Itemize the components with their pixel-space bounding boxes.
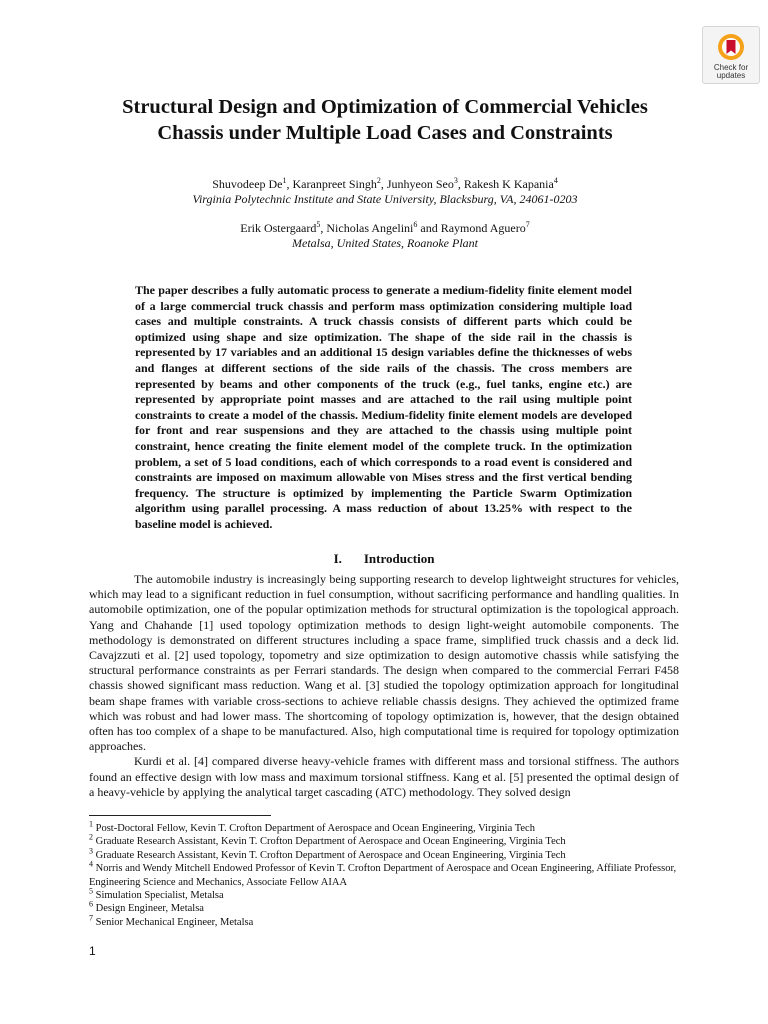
- page-number: 1: [89, 944, 96, 958]
- author-names-1: [100, 177, 670, 192]
- badge-label: [703, 64, 759, 80]
- author-name: Junhyeon Seo: [386, 177, 454, 191]
- author-affil-marker: 6: [413, 220, 418, 229]
- footnote-text: Senior Mechanical Engineer, Metalsa: [95, 916, 254, 928]
- paper-title-line2: Chassis under Multiple Load Cases and Constraints: [157, 122, 613, 144]
- badge-label-line2: updates: [716, 71, 746, 80]
- footnote: [89, 913, 689, 929]
- footnote-text: Graduate Research Assistant, Kevin T. Crofton Department of Aerospace and Ocean Engineering, Virginia Tech: [95, 849, 566, 861]
- footnote-divider: [89, 815, 271, 816]
- author-name: Raymond Aguero: [440, 221, 526, 235]
- footnote-text: Post-Doctoral Fellow, Kevin T. Crofton Department of Aerospace and Ocean Engineering, Virginia Tech: [95, 823, 535, 834]
- section-heading: [0, 551, 768, 567]
- badge-label-line1: Check for: [713, 63, 749, 72]
- author-affil-marker: 3: [453, 176, 458, 185]
- footnote-marker: 3: [89, 846, 93, 856]
- author-name: Karanpreet Singh: [292, 177, 377, 191]
- author-block-2: [100, 221, 670, 251]
- footnote: [89, 859, 689, 889]
- author-affil-marker: 1: [282, 176, 287, 185]
- footnote-marker: 5: [89, 886, 93, 896]
- paragraph: Kurdi et al. [4] compared diverse heavy-vehicle frames with different mass and torsional stiffness. The authors found an effective design with low mass and maximum torsional stiffness. Kang et al. [5] presented the optimal design of a heavy-vehicle by applying the analytical target cascading (ATC) methodology. They solved design: [89, 754, 679, 799]
- footnote-marker: 2: [89, 832, 93, 842]
- footnote-text: Graduate Research Assistant, Kevin T. Crofton Department of Aerospace and Ocean Engineering, Virginia Tech: [95, 836, 566, 848]
- footnote-marker: 6: [89, 899, 93, 909]
- author-name: Erik Ostergaard: [240, 221, 317, 235]
- section-number: I.: [333, 551, 342, 566]
- affiliation-2: Metalsa, United States, Roanoke Plant: [292, 236, 478, 250]
- author-name: Rakesh K Kapania: [463, 177, 554, 191]
- author-affil-marker: 2: [376, 176, 381, 185]
- author-name: Nicholas Angelini: [326, 221, 414, 235]
- footnote-text: Norris and Wendy Mitchell Endowed Professor of Kevin T. Crofton Department of Aerospace and Ocean Engineering, Affiliate Professor, Engineering Science and Mechanics, Associate Fellow AIAA: [89, 863, 677, 888]
- paper-title: [60, 94, 710, 146]
- footnote-marker: 7: [89, 913, 93, 923]
- footnote-marker: 1: [89, 819, 93, 829]
- author-separator: ,: [380, 177, 387, 191]
- affiliation-1: Virginia Polytechnic Institute and State University, Blacksburg, VA, 24061-0203: [192, 192, 578, 206]
- paper-title-line1: Structural Design and Optimization of Commercial Vehicles: [122, 96, 648, 118]
- footnote: [89, 819, 689, 835]
- author-affil-marker: 4: [553, 176, 558, 185]
- footnotes: [89, 819, 689, 929]
- author-separator: ,: [320, 221, 327, 235]
- author-separator: ,: [286, 177, 293, 191]
- footnote-text: Simulation Specialist, Metalsa: [95, 890, 224, 902]
- abstract: The paper describes a fully automatic process to generate a medium-fidelity finite element model of a large commercial truck chassis and perform mass optimization considering multiple load cases and multiple constraints. A truck chassis consists of different parts which could be optimized using shape and size optimization. The shape of the side rail in the chassis is represented by 17 variables and an additional 15 design variables define the thicknesses of webs and flanges at different sections of the side rails of the chassis. The cross members are represented by beams and other components of the truck (e.g., fuel tanks, engine etc.) are represented by appropriate point masses and are attached to the rail using multiple point constraints to create a model of the chassis. Medium-fidelity finite element models are developed for front and rear suspensions and they are attached to the chassis using multiple point constraint, hence creating the finite element model of the complete truck. In the optimization problem, a set of 5 load conditions, each of which corresponds to a road event is considered and constraints are imposed on maximum allowable von Mises stress and the first vertical bending frequency. The structure is optimized by implementing the Particle Swarm Optimization algorithm using parallel processing. A mass reduction of about 13.25% with respect to the baseline model is achieved.: [135, 283, 632, 531]
- body-text: [89, 572, 679, 800]
- author-separator: ,: [457, 177, 464, 191]
- footnote: [89, 886, 689, 902]
- author-affil-marker: 5: [316, 220, 321, 229]
- footnote: [89, 846, 689, 862]
- section-title: Introduction: [363, 551, 435, 566]
- author-block-1: [100, 177, 670, 207]
- author-name: Shuvodeep De: [212, 177, 283, 191]
- author-separator: and: [417, 221, 441, 235]
- footnote-text: Design Engineer, Metalsa: [95, 903, 204, 915]
- bookmark-icon: [716, 32, 746, 62]
- check-for-updates-badge[interactable]: [702, 26, 760, 84]
- author-affil-marker: 7: [525, 220, 530, 229]
- footnote: [89, 899, 689, 915]
- footnote: [89, 832, 689, 848]
- paragraph: The automobile industry is increasingly being supporting research to develop lightweight structures for vehicles, which may lead to a significant reduction in fuel consumption, without sacrificing performance and handling qualities. In automobile optimization, one of the popular optimization methods for structural optimization is the topological approach. Yang and Chahande [1] used topology optimization methods to design light-weight automobile components. The methodology is demonstrated on different structures including a space frame, simplified truck chassis and a deck lid. Cavajzzuti et al. [2] used topology, topometry and size optimization to design automotive chassis while satisfying the structural performance constraints as per Ferrari standards. The design when compared to the commercial Ferrari F458 chassis showed significant mass reduction. Wang et al. [3] studied the topology optimization approach for longitudinal beam shape frames with variable cross-sections to achieve reliable chassis designs. They achieved the optimized frame which was robust and had lower mass. The shortcoming of topology optimization is, however, that the design obtained often has too complex of a shape to be manufactured. Also, high computational time is required for topology optimization approaches.: [89, 572, 679, 754]
- footnote-marker: 4: [89, 859, 93, 869]
- author-names-2: [100, 221, 670, 236]
